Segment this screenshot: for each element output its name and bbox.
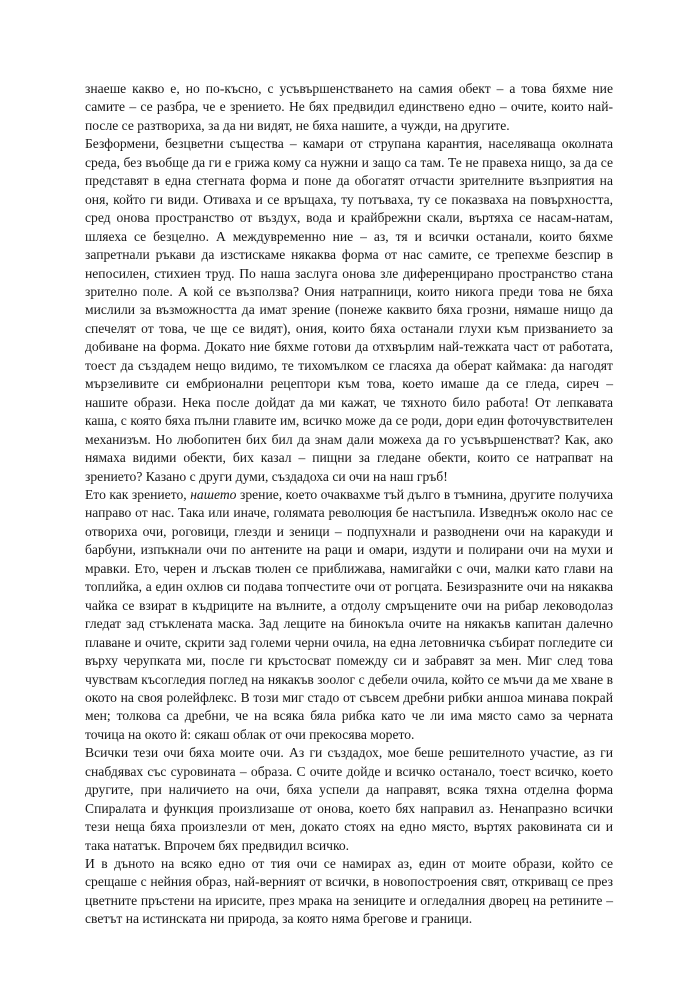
- text-run: Всички тези очи бяха моите очи. Аз ги създадох, мое беше решителното участие, аз ги снабдявах със суровината – образа. С очите дойде и всичко останало, тоест всичко, което другите, при наличието на очи, бяха успели да направят, всяка тяхна отделна форма Спиралата и функция произлизаше от онова, което бях направил аз. Ненапразно всички тези неща бяха произлезли от мен, докато стоях на едно място, въртях раковината си и така нататък. Впрочем бях предвидил всичко.: [85, 745, 613, 853]
- text-run: зрение, което очаквахме тъй дълго в тъмнина, другите получиха направо от нас. Така или иначе, голямата революция бе настъпила. Изведнъж около нас се отвориха очи, роговици, глезди и зеници – подпухнали и разводнени очи на каракуди и барбуни, изпъкнали очи по антените на раци и омари, издути и полирани очи на мухи и мравки. Ето, черен и лъскав тюлен се приближава, намигайки с очи, малки като глави на топлийка, а един охлюв си подава топчестите очи от рогцата. Безизразните очи на някаква чайка се взират в къдриците на вълните, а отдолу смръщените очи на рибар леководолаз гледат зад стъклената маска. Зад лещите на бинокъла очите на някакъв капитан далечно плаване и очите, скрити зад големи черни очила, на една летовничка събират погледите си върху черупката ми, после ги кръстосват помежду си и забравят за мен. Миг след това чувствам късогледия поглед на някакъв зоолог с дебели очила, който се мъчи да ме хване в окото на своя ролейфлекс. В този миг стадо от съвсем дребни рибки аншоа минава покрай мен; толкова са дребни, че на всяка бяла рибка като че ли има място само за черната точица на окото й: сякаш облак от очи прекосява морето.: [85, 486, 613, 742]
- body-text: [85, 80, 613, 929]
- text-run: Ето как зрението,: [85, 486, 191, 502]
- paragraph-1: [85, 80, 613, 135]
- paragraph-5: [85, 855, 613, 929]
- paragraph-4: [85, 744, 613, 855]
- paragraph-2: [85, 135, 613, 486]
- italic-word: нашето: [190, 486, 237, 502]
- paragraph-3: [85, 486, 613, 744]
- text-run: И в дъното на всяко едно от тия очи се намирах аз, един от моите образи, който се срещаше с нейния образ, най-верният от всички, в новопостроения свят, откриващ се през цветните пръстени на ирисите, през мрака на зениците и огледалния дворец на ретините – светът на истинската ни природа, за която няма брегове и граници.: [85, 856, 613, 927]
- text-run: знаеше какво е, но по-късно, с усъвършенстването на самия обект – а това бяхме ние самите – се разбра, че е зрението. Не бях предвидил единствено едно – очите, които най-после се разтвориха, за да ни видят, не бяха нашите, а чужди, на другите.: [85, 81, 613, 133]
- text-run: Безформени, безцветни същества – камари от струпана карантия, населяваща околната среда, без въобще да ги е грижа кому са нужни и защо са там. Те не правеха нищо, за да се представят в една стегната форма и поне да обогатят отчасти зрителните възприятия на оня, който ги види. Отиваха и се връщаха, ту потъваха, ту се показваха на повърхността, сред онова пространство от въздух, вода и крайбрежни скали, въртяха се насам-натам, шляеха се безцелно. А междувременно ние – аз, тя и всички останали, които бяхме запретнали ръкави да изстискаме някаква форма от нас самите, се трепехме безспир в непосилен, стихиен труд. По наша заслуга онова зле диференцирано пространство стана зрително поле. А кой се възползва? Ония натрапници, които никога преди това не бяха мислили за възможността да имат зрение (понеже каквито бяха грозни, нямаше нищо да спечелят от това, че ще се видят), ония, които бяха останали глухи към призванието за добиване на форма. Докато ние бяхме готови да отхвърлим най-тежката част от работата, тоест да създадем нещо видимо, те тихомълком се гласяха да оберат каймака: да нагодят мързеливите си ембрионални рецептори към това, което имаше да се гледа, сиреч – нашите образи. Нека после дойдат да ми кажат, че тяхното било работа! От лепкавата каша, с която бяха пълни главите им, всичко може да се роди, дори един фоточувствителен механизъм. Но любопитен бих бил да знам дали можеха да го усъвършенстват? Как, ако нямаха видими обекти, бих казал – пищни за гледане обекти, които се натрапват на зрението? Казано с други думи, създадоха си очи на наш гръб!: [85, 136, 613, 484]
